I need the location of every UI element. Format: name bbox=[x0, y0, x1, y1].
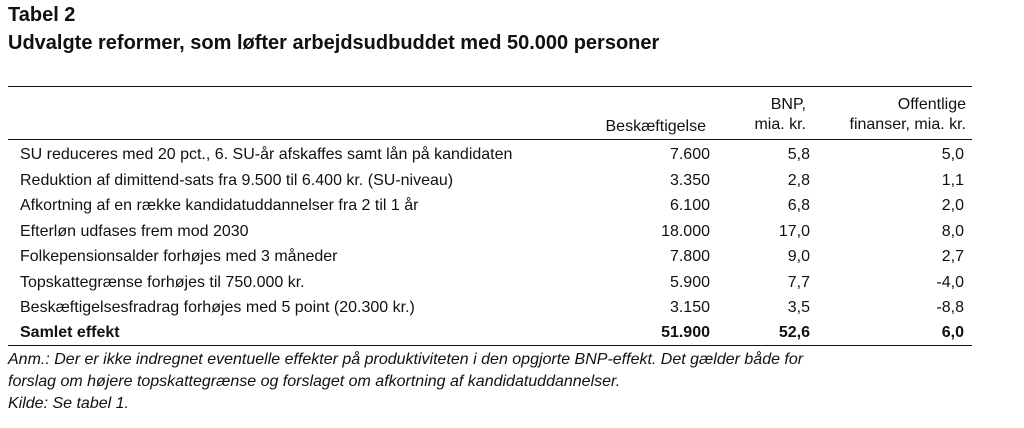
source-note: Kilde: Se tabel 1. bbox=[8, 395, 129, 412]
row-public: 8,0 bbox=[941, 222, 964, 240]
table-row bbox=[8, 168, 972, 194]
header-gdp bbox=[754, 95, 806, 135]
table-label: Tabel 2 bbox=[8, 4, 76, 26]
row-public: 5,0 bbox=[941, 146, 964, 163]
row-gdp: 3,5 bbox=[787, 299, 810, 316]
table-row bbox=[8, 142, 972, 168]
header-employment: Beskæftigelse bbox=[605, 118, 706, 135]
header-public-finances bbox=[850, 95, 967, 135]
row-public: 1,1 bbox=[941, 171, 964, 189]
total-public: 6,0 bbox=[941, 323, 964, 341]
row-gdp: 9,0 bbox=[787, 248, 810, 265]
row-label: Topskattegrænse forhøjes til 750.000 kr. bbox=[20, 273, 305, 291]
note-line-2: forslag om højere topskattegrænse og forslaget om afkortning af kandidatuddannelser. bbox=[8, 373, 621, 390]
row-employment: 7.800 bbox=[669, 248, 710, 265]
table-notes bbox=[8, 349, 1008, 415]
total-row bbox=[8, 321, 972, 345]
table-body bbox=[8, 142, 972, 345]
table-row bbox=[8, 295, 972, 321]
row-gdp: 2,8 bbox=[787, 171, 810, 189]
row-employment: 18.000 bbox=[661, 222, 710, 240]
row-label: Efterløn udfases frem mod 2030 bbox=[20, 222, 249, 240]
header-gdp-line2: mia. kr. bbox=[754, 116, 806, 133]
note-line-1: Anm.: Der er ikke indregnet eventuelle effekter på produktiviteten i den opgjorte BNP-effekt. Det gælder både for bbox=[8, 351, 804, 368]
row-employment: 6.100 bbox=[669, 197, 710, 214]
table-row bbox=[8, 219, 972, 245]
row-public: 2,7 bbox=[941, 248, 964, 265]
row-gdp: 7,7 bbox=[787, 273, 810, 291]
row-employment: 3.150 bbox=[669, 299, 710, 316]
total-gdp: 52,6 bbox=[778, 323, 810, 341]
row-gdp: 6,8 bbox=[787, 197, 810, 214]
row-gdp: 5,8 bbox=[787, 146, 810, 163]
row-public: -4,0 bbox=[936, 273, 964, 291]
top-rule bbox=[8, 86, 972, 87]
table-row bbox=[8, 193, 972, 219]
header-gdp-line1: BNP, bbox=[770, 96, 806, 113]
row-label: Afkortning af en række kandidatuddannelser fra 2 til 1 år bbox=[20, 197, 419, 214]
row-employment: 5.900 bbox=[669, 273, 710, 291]
row-label: Reduktion af dimittend-sats fra 9.500 til 6.400 kr. (SU-niveau) bbox=[20, 171, 454, 189]
table-title: Udvalgte reformer, som løfter arbejdsudbuddet med 50.000 personer bbox=[8, 32, 660, 54]
row-employment: 7.600 bbox=[669, 146, 710, 163]
header-rule bbox=[8, 139, 972, 140]
row-label: SU reduceres med 20 pct., 6. SU-år afskaffes samt lån på kandidaten bbox=[20, 146, 513, 163]
row-employment: 3.350 bbox=[669, 171, 710, 189]
row-label: Folkepensionsalder forhøjes med 3 måneder bbox=[20, 248, 338, 265]
header-public-line1: Offentlige bbox=[897, 96, 966, 113]
row-label: Beskæftigelsesfradrag forhøjes med 5 point (20.300 kr.) bbox=[20, 299, 415, 316]
table-row bbox=[8, 270, 972, 296]
row-gdp: 17,0 bbox=[778, 222, 810, 240]
bottom-rule bbox=[8, 345, 972, 346]
table-row bbox=[8, 244, 972, 270]
row-public: 2,0 bbox=[941, 197, 964, 214]
header-public-line2: finanser, mia. kr. bbox=[849, 116, 966, 133]
total-employment: 51.900 bbox=[661, 323, 710, 341]
row-public: -8,8 bbox=[936, 299, 964, 316]
total-label: Samlet effekt bbox=[20, 323, 120, 341]
